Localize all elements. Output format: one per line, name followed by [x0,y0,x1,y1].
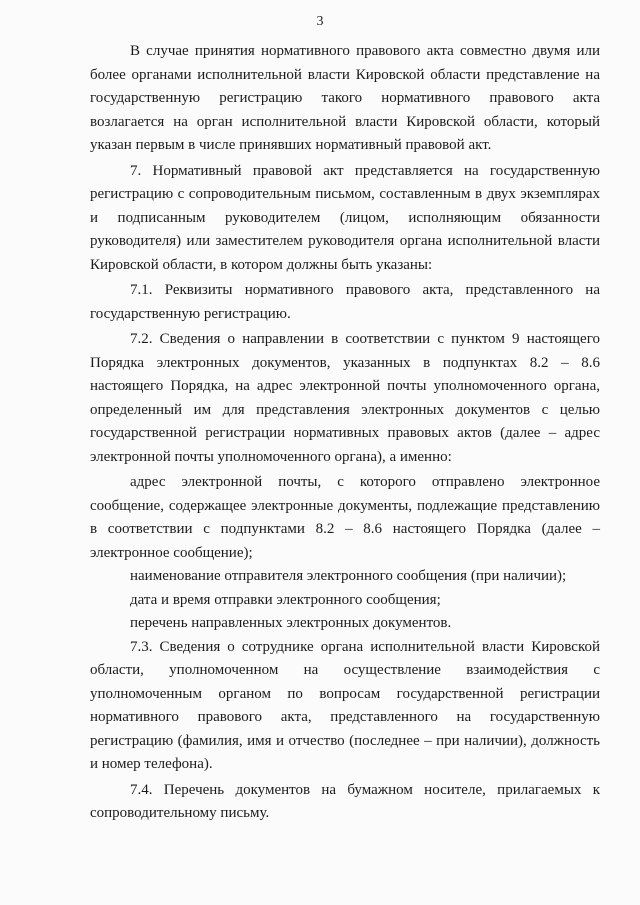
paragraph-7: 7. Нормативный правовой акт представляется на государственную регистрацию с сопроводительным письмом, составленным в двух экземплярах и подписанным руководителем (лицом, исполняющим обязанности руководителя) или заместителем руководителя органа исполнительной власти Кировской области, в котором должны быть указаны: [90,162,600,273]
list-item-email-address: адрес электронной почты, с которого отправлено электронное сообщение, содержащее электронные документы, подлежащие представлению в соответствии с подпунктами 8.2 – 8.6 настоящего Порядка (далее – электронное сообщение); [90,474,600,561]
list-item-documents-list: перечень направленных электронных документов. [130,615,452,631]
paragraph-7-1: 7.1. Реквизиты нормативного правового акта, представленного на государственную регистрацию. [90,282,600,322]
page-number: 3 [316,14,324,29]
paragraph-7-4: 7.4. Перечень документов на бумажном носителе, прилагаемых к сопроводительному письму. [90,781,600,821]
list-item-sender-name: наименование отправителя электронного сообщения (при наличии); [130,568,567,584]
paragraph-joint-adoption: В случае принятия нормативного правового акта совместно двумя или более органами исполнительной власти Кировской области представление на государственную регистрацию такого нормативного правового акта возлагается на орган исполнительной власти Кировской области, который указан первым в числе принявших нормативный правовой акт. [90,43,600,153]
paragraph-7-3: 7.3. Сведения о сотруднике органа исполнительной власти Кировской области, уполномоченном на осуществление взаимодействия с уполномоченным органом по вопросам государственной регистрации нормативного правового акта, представленного на государственную регистрацию (фамилия, имя и отчество (последнее – при наличии), должность и номер телефона). [90,638,600,772]
paragraph-7-2: 7.2. Сведения о направлении в соответствии с пунктом 9 настоящего Порядка электронных документов, указанных в подпунктах 8.2 – 8.6 настоящего Порядка, на адрес электронной почты уполномоченного органа, определенный им для представления электронных документов с целью государственной регистрации нормативных правовых актов (далее – адрес электронной почты уполномоченного органа), а именно: [90,331,600,465]
list-item-send-datetime: дата и время отправки электронного сообщения; [130,591,441,608]
document-body [90,40,600,828]
